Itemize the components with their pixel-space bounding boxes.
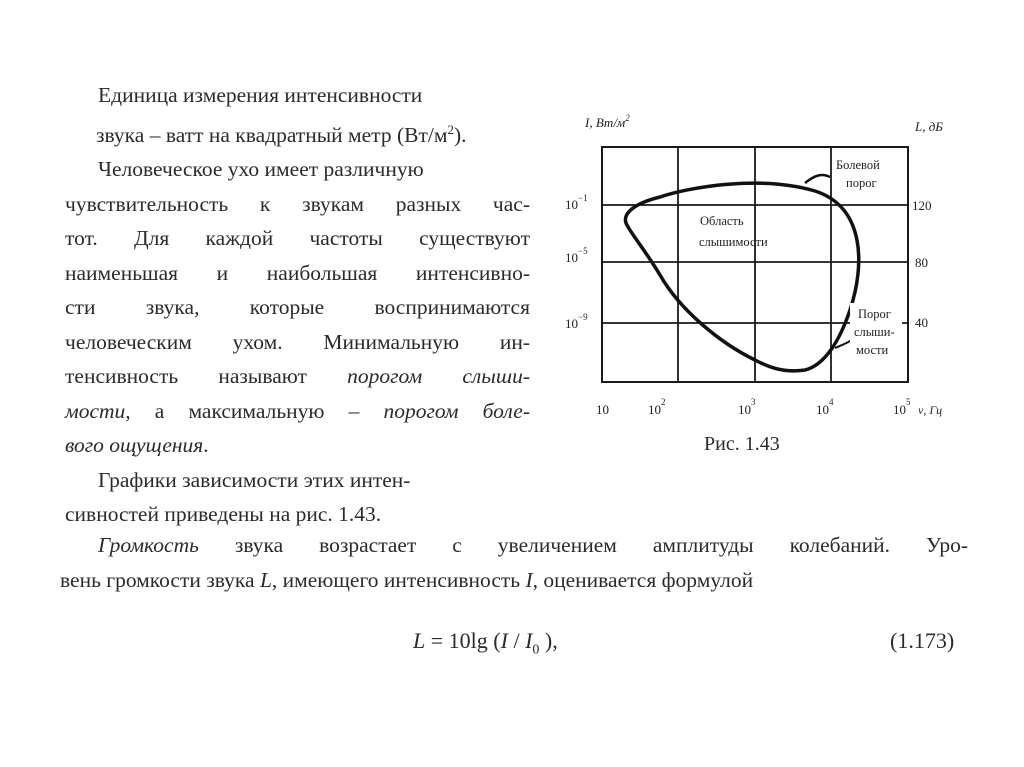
y-left-tick: $10^{-1}$ [565,193,588,212]
y-right-tick: 80 [915,255,928,270]
leader-line [805,175,830,183]
hearing-threshold-label: Порог [858,307,891,321]
text-line: вого ощущения. [65,433,209,458]
paragraph-intensity [65,78,530,532]
text-line: вень громкости звука L, имеющего интенсивность I, оценивается формулой [60,567,754,592]
text-line: человеческим ухом. Минимальную ин- [65,329,530,354]
x-tick: 10 [596,402,609,417]
y-left-tick: $10^{-9}$ [565,312,588,331]
formula-number: (1.173) [890,628,955,653]
text-line: сивностей приведены на рис. 1.43. [65,502,382,527]
figure-caption: Рис. 1.43 [704,433,780,455]
hearing-threshold-label: слыши- [854,325,895,339]
text-line: тенсивность называют порогом слыши- [65,364,530,389]
hearing-range-figure [560,105,943,465]
x-tick: $10^5$ [893,397,911,417]
text-line: чувствительность к звукам разных час- [65,191,530,216]
audible-area-label: слышимости [699,235,768,249]
text-line: Графики зависимости этих интен- [98,467,411,492]
superscript: 2 [447,121,454,137]
hearing-region-curve [625,183,858,371]
text-line: наименьшая и наибольшая интенсивно- [65,260,530,285]
text-line: сти звука, которые воспринимаются [65,295,530,320]
x-tick: $10^3$ [738,397,756,417]
text-line: мости, а максимальную – порогом боле- [65,398,530,423]
paragraph-loudness [60,528,968,597]
x-tick: $10^4$ [816,397,834,417]
text-line: Громкость звука возрастает с увеличением амплитуды колебаний. Уро- [98,533,968,557]
pain-threshold-label: порог [846,176,877,190]
x-tick: $10^2$ [648,397,666,417]
text-line: Человеческое ухо имеет различную [98,157,424,182]
text-line: тот. Для каждой частоты существуют [65,226,530,251]
hearing-threshold-label: мости [856,343,889,357]
y-right-tick: 120 [912,198,932,213]
y-left-axis-title: I, $Вт/м^2$ [585,113,630,130]
formula: L = 10lg ($I / I_0$ ), [413,628,558,658]
x-axis-title: ν, Гц [918,403,943,417]
text-line: звука – ватт на квадратный метр $(Вт/м^2)$. [96,121,467,147]
pain-threshold-label: Болевой [836,158,880,172]
y-left-tick: $10^{-5}$ [565,246,588,265]
y-right-tick: 40 [915,315,928,330]
audible-area-label: Область [700,214,744,228]
y-right-axis-title: L, дБ [915,119,943,134]
text-line: Единица измерения интенсивности [98,83,423,107]
